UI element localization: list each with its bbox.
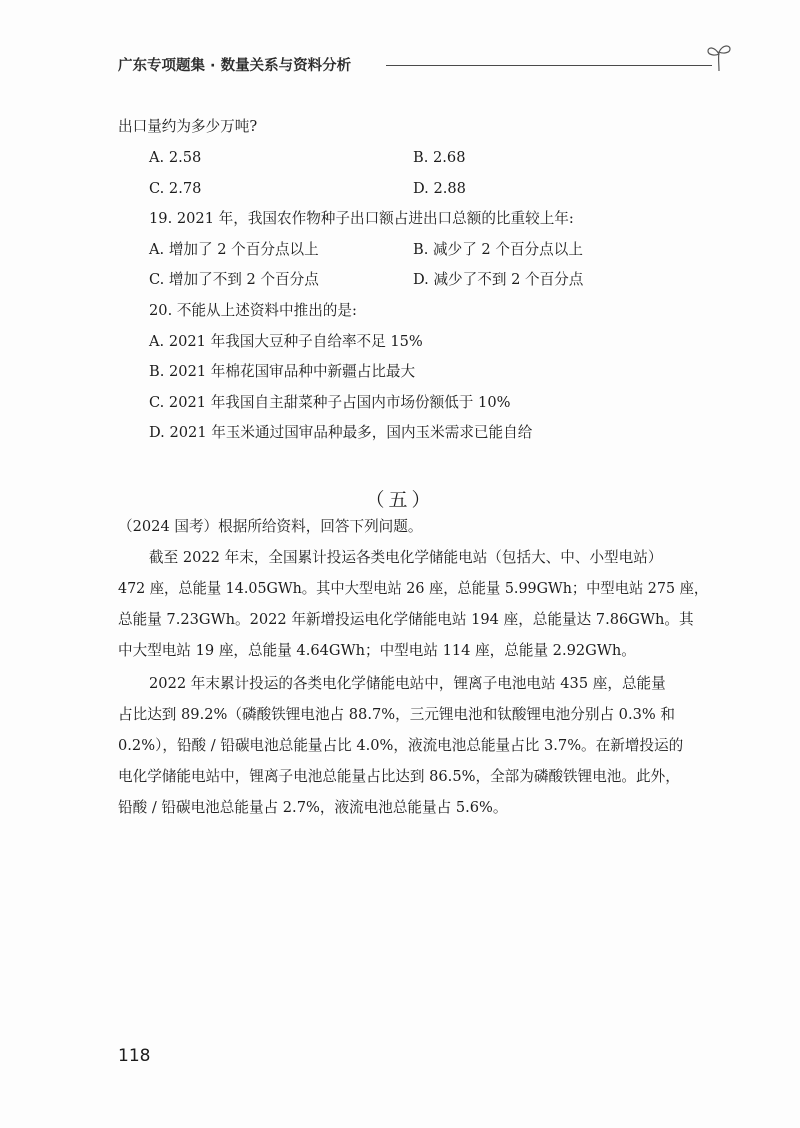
para2-line: 电化学储能电站中，锂离子电池总能量占比达到 86.5%，全部为磷酸铁锂电池。此外， bbox=[118, 768, 680, 785]
q20-option-d: D. 2021 年玉米通过国审品种最多，国内玉米需求已能自给 bbox=[149, 424, 533, 441]
para2-line: 占比达到 89.2%（磷酸铁锂电池占 88.7%，三元锂电池和钛酸锂电池分别占 0.3% 和 bbox=[118, 706, 675, 723]
para1-line: 中大型电站 19 座，总能量 4.64GWh；中型电站 114 座，总能量 2.92GWh。 bbox=[118, 642, 636, 659]
header-rule bbox=[386, 65, 712, 66]
q20-option-b: B. 2021 年棉花国审品种中新疆占比最大 bbox=[149, 363, 416, 380]
q20-option-a: A. 2021 年我国大豆种子自给率不足 15% bbox=[149, 333, 423, 350]
q18-option-d: D. 2.88 bbox=[413, 180, 466, 197]
para1-line: 总能量 7.23GWh。2022 年新增投运电化学储能电站 194 座，总能量达 7.86GWh。其 bbox=[118, 611, 694, 628]
q19-stem: 19. 2021 年，我国农作物种子出口额占进出口总额的比重较上年: bbox=[149, 210, 574, 227]
section-title: （五） bbox=[365, 489, 435, 511]
q18-tail: 出口量约为多少万吨? bbox=[118, 118, 258, 135]
para1-line: 截至 2022 年末，全国累计投运各类电化学储能电站（包括大、中、小型电站） bbox=[149, 549, 663, 566]
q20-option-c: C. 2021 年我国自主甜菜种子占国内市场份额低于 10% bbox=[149, 394, 511, 411]
running-header bbox=[118, 52, 724, 78]
para2-line: 2022 年末累计投运的各类电化学储能电站中，锂离子电池电站 435 座，总能量 bbox=[149, 675, 666, 692]
page-number: 118 bbox=[118, 1046, 151, 1066]
para2-line: 铅酸 / 铅碳电池总能量占 2.7%，液流电池总能量占 5.6%。 bbox=[118, 799, 508, 816]
q19-option-a: A. 增加了 2 个百分点以上 bbox=[149, 241, 319, 258]
q19-option-d: D. 减少了不到 2 个百分点 bbox=[413, 271, 584, 288]
q18-option-b: B. 2.68 bbox=[413, 149, 466, 166]
para1-line: 472 座，总能量 14.05GWh。其中大型电站 26 座，总能量 5.99GWh；中型电站 275 座， bbox=[118, 580, 709, 597]
q19-option-b: B. 减少了 2 个百分点以上 bbox=[413, 241, 583, 258]
sprout-icon bbox=[706, 42, 732, 72]
q19-option-c: C. 增加了不到 2 个百分点 bbox=[149, 271, 319, 288]
para2-line: 0.2%），铅酸 / 铅碳电池总能量占比 4.0%，液流电池总能量占比 3.7%。在新增投运的 bbox=[118, 737, 684, 754]
q18-option-a: A. 2.58 bbox=[149, 149, 202, 166]
header-title: 广东专项题集 · 数量关系与资料分析 bbox=[118, 58, 352, 74]
q20-stem: 20. 不能从上述资料中推出的是: bbox=[149, 302, 357, 319]
section-intro: （2024 国考）根据所给资料，回答下列问题。 bbox=[118, 518, 423, 535]
q18-option-c: C. 2.78 bbox=[149, 180, 202, 197]
